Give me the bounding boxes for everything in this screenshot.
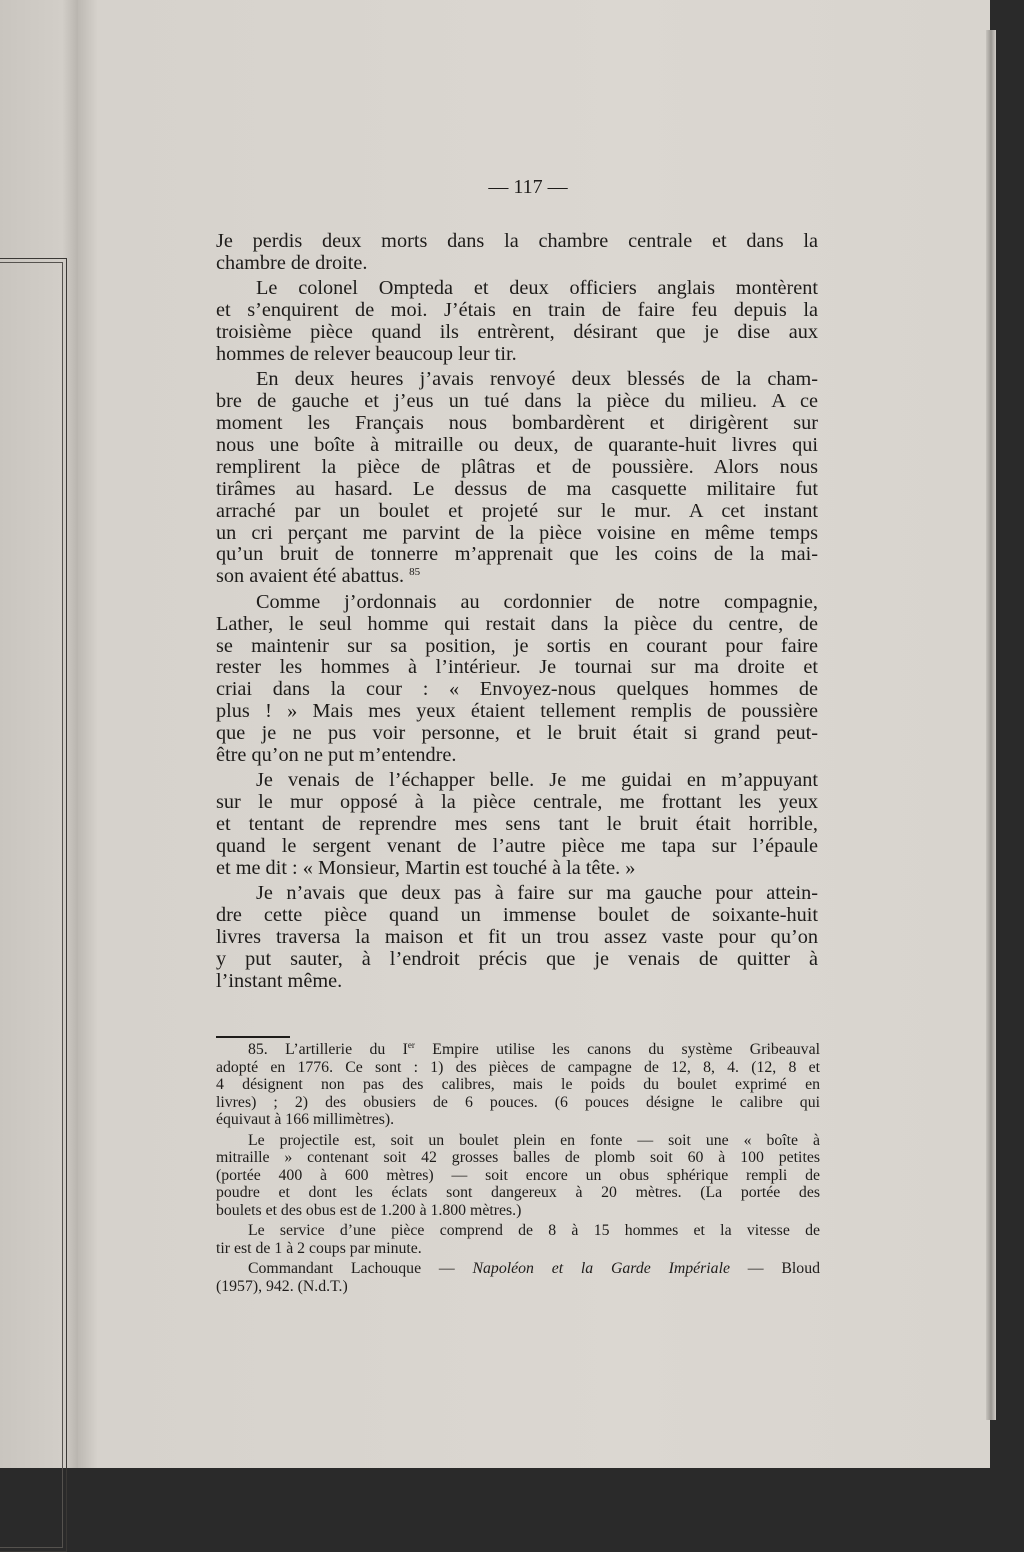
body-line: plus ! » Mais mes yeux étaient tellement remplis de poussière xyxy=(216,700,818,723)
footnote-line xyxy=(216,1041,820,1059)
body-line: moment les Français nous bombardèrent et dirigèrent sur xyxy=(216,412,818,435)
body-line: et s’enquirent de moi. J’étais en train de faire feu depuis la xyxy=(216,299,818,322)
footnote-line: tir est de 1 à 2 coups par minute. xyxy=(216,1239,422,1257)
body-line: arraché par un boulet et projeté sur le mur. A cet instant xyxy=(216,499,818,522)
text-segment: — Bloud xyxy=(729,1260,820,1277)
footnote-reference: 85 xyxy=(409,566,421,579)
body-line: sur le mur opposé à la pièce centrale, me frottant les yeux xyxy=(216,791,818,814)
body-line: un cri perçant me parvint de la pièce voisine en même temps xyxy=(216,521,818,544)
footnote-line: livres) ; 2) des obusiers de 6 pouces. (6 pouces désigne le calibre qui xyxy=(216,1093,820,1111)
page-number: — 117 — xyxy=(488,176,568,198)
body-line: et me dit : « Monsieur, Martin est touché à la tête. » xyxy=(216,856,636,879)
text-segment: Empire utilise les canons du système Gribeauval xyxy=(414,1041,820,1058)
footnote-paragraph xyxy=(216,1132,820,1220)
footnote-line: Le service d’une pièce comprend de 8 à 15 hommes et la vitesse de xyxy=(248,1222,820,1239)
body-paragraph xyxy=(216,770,818,879)
footnote-line: poudre et dont les éclats sont dangereux à 20 mètres. (La portée des xyxy=(216,1184,820,1201)
body-line: qu’un bruit de tonnerre m’apprenait que les coins de la mai- xyxy=(216,543,818,566)
body-line: livres traversa la maison et fit un trou assez vaste pour qu’on xyxy=(216,926,818,949)
body-line: y put sauter, à l’endroit précis que je venais de quitter à xyxy=(216,948,818,970)
footnote-line: équivaut à 166 millimètres). xyxy=(216,1111,395,1128)
footnote-paragraph xyxy=(216,1222,820,1257)
body-line: nous une boîte à mitraille ou deux, de quarante-huit livres qui xyxy=(216,434,818,457)
body-line: remplirent la pièce de plâtras et de poussière. Alors nous xyxy=(216,455,818,478)
body-paragraph xyxy=(216,278,818,366)
footnote-paragraph xyxy=(216,1041,820,1129)
footnote-separator xyxy=(216,1036,290,1038)
body-paragraph xyxy=(216,592,818,767)
book-title: Napoléon et la Garde Impériale xyxy=(472,1260,730,1277)
body-line: Comme j’ordonnais au cordonnier de notre compagnie, xyxy=(256,590,818,613)
body-line: tirâmes au hasard. Le dessus de ma casquette militaire fut xyxy=(216,477,818,500)
footnote-reference: er xyxy=(407,1040,415,1050)
page-edge xyxy=(986,30,996,1420)
body-line: et tentant de reprendre mes sens tant le bruit était horrible, xyxy=(216,813,818,836)
facing-page-edge xyxy=(0,0,78,1468)
footnote-line: 4 désignent non pas des calibres, mais le poids du boulet exprimé en xyxy=(216,1076,820,1093)
footnote-paragraph xyxy=(216,1260,820,1295)
body-line: Je venais de l’échapper belle. Je me guidai en m’appuyant xyxy=(256,769,818,792)
body-line: que je ne pus voir personne, et le bruit était si grand peut- xyxy=(216,722,818,745)
body-line: Je n’avais que deux pas à faire sur ma gauche pour attein- xyxy=(256,882,818,905)
body-paragraph xyxy=(216,883,818,992)
body-text xyxy=(216,231,818,996)
text-segment: 85. L’artillerie du I xyxy=(248,1041,408,1058)
footnote-line: (1957), 942. (N.d.T.) xyxy=(216,1277,348,1295)
footnotes xyxy=(216,1041,820,1298)
body-paragraph xyxy=(216,369,818,588)
body-line: Lather, le seul homme qui restait dans la pièce du centre, de xyxy=(216,612,818,635)
body-line: être qu’on ne put m’entendre. xyxy=(216,743,457,766)
footnote-line: boulets et des obus est de 1.200 à 1.800 mètres.) xyxy=(216,1201,522,1219)
body-line: En deux heures j’avais renvoyé deux blessés de la cham- xyxy=(256,368,818,391)
footnote-line: mitraille » contenant soit 42 grosses balles de plomb soit 60 à 100 petites xyxy=(216,1149,820,1166)
body-line: chambre de droite. xyxy=(216,251,368,274)
body-line: l’instant même. xyxy=(216,969,343,992)
text-segment: son avaient été abattus. xyxy=(216,565,410,588)
footnote-line: Le projectile est, soit un boulet plein en fonte — soit une « boîte à xyxy=(248,1131,820,1149)
footnote-line: adopté en 1776. Ce sont : 1) des pièces de campagne de 12, 8, 4. (12, 8 et xyxy=(216,1058,820,1076)
body-line: se maintenir sur sa position, je sortis en courant pour faire xyxy=(216,634,818,657)
body-line: Le colonel Ompteda et deux officiers anglais montèrent xyxy=(256,277,818,300)
body-line: hommes de relever beaucoup leur tir. xyxy=(216,342,517,365)
text-segment: Commandant Lachouque — xyxy=(248,1260,473,1277)
body-line: Je perdis deux morts dans la chambre centrale et dans la xyxy=(216,230,818,252)
footnote-line xyxy=(216,1260,820,1278)
body-paragraph xyxy=(216,231,818,275)
body-line: troisième pièce quand ils entrèrent, désirant que je dise aux xyxy=(216,321,818,344)
body-line: rester les hommes à l’intérieur. Je tournai sur ma droite et xyxy=(216,656,818,679)
body-line: criai dans la cour : « Envoyez-nous quelques hommes de xyxy=(216,678,818,701)
body-line: dre cette pièce quand un immense boulet de soixante-huit xyxy=(216,904,818,927)
footnote-line: (portée 400 à 600 mètres) — soit encore un obus sphérique rempli de xyxy=(216,1166,820,1184)
body-line: quand le sergent venant de l’autre pièce me tapa sur l’épaule xyxy=(216,835,818,858)
facing-page-frame-inner xyxy=(0,262,63,1548)
body-line: bre de gauche et j’eus un tué dans la pièce du milieu. A ce xyxy=(216,390,818,413)
body-line xyxy=(216,566,818,588)
